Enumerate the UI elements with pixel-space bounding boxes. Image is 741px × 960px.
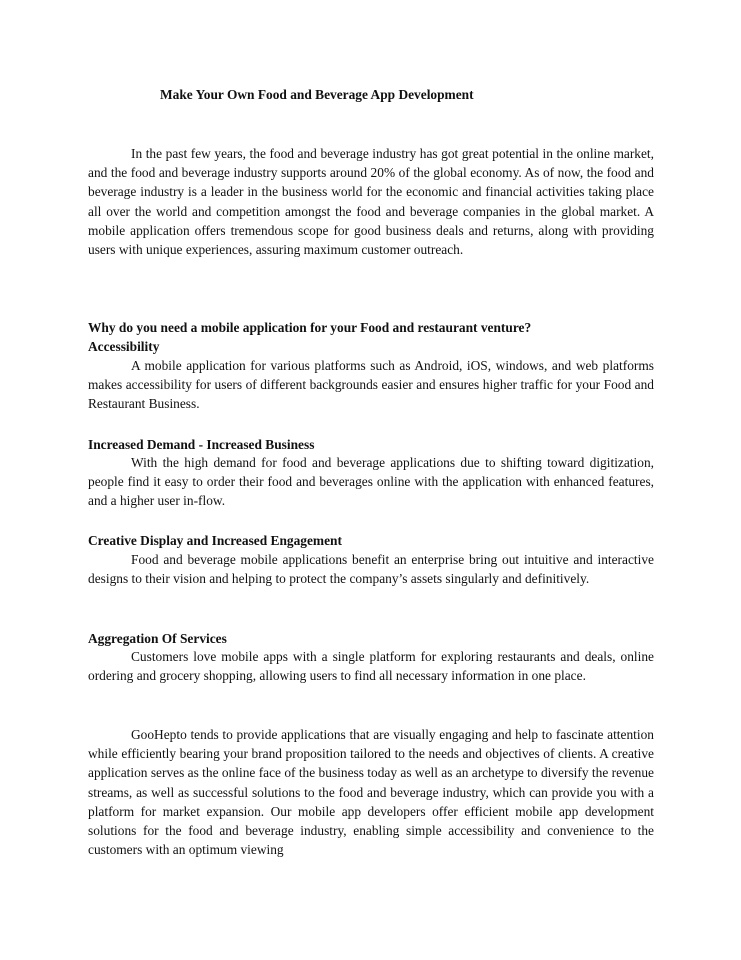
section-heading-aggregation: Aggregation Of Services — [88, 631, 227, 646]
intro-paragraph: In the past few years, the food and beverage industry has got great potential in the online market, and the food and beverage industry supports around 20% of the global economy. As of now, the food and beverage industry is a leader in the business world for the economic and financial activities taking place all over the world and competition amongst the food and beverage companies in the global market. A mobile application offers tremendous scope for good business deals and returns, along with providing users with unique experiences, assuring maximum customer outreach. — [88, 146, 654, 258]
section-heading-increased-demand: Increased Demand - Increased Business — [88, 437, 315, 452]
section-heading-creative-display: Creative Display and Increased Engagement — [88, 533, 342, 548]
section-text-aggregation: Customers love mobile apps with a single platform for exploring restaurants and deals, online ordering and grocery shopping, allowing users to find all necessary information in one place. — [88, 649, 654, 684]
section-heading-accessibility: Accessibility — [88, 339, 160, 354]
why-heading: Why do you need a mobile application for your Food and restaurant venture? — [88, 320, 532, 335]
closing-paragraph: GooHepto tends to provide applications that are visually engaging and help to fascinate attention while efficiently bearing your brand proposition tailored to the needs and objectives of clients. A creative application serves as the online face of the business today as well as an archetype to diversify the revenue streams, as well as successful solutions to the food and beverage industry, which can provide you with a platform for market expansion. Our mobile app developers offer efficient mobile app development solutions for the food and beverage industry, enabling simple accessibility and convenience to the customers with an optimum viewing — [88, 727, 654, 858]
section-text-increased-demand: With the high demand for food and beverage applications due to shifting toward digitization, people find it easy to order their food and beverages online with the application with enhanced features, and a higher user in-flow. — [88, 455, 654, 509]
section-text-creative-display: Food and beverage mobile applications benefit an enterprise bring out intuitive and interactive designs to their vision and helping to protect the company’s assets singularly and definitively. — [88, 552, 654, 587]
section-text-accessibility: A mobile application for various platforms such as Android, iOS, windows, and web platforms makes accessibility for users of different backgrounds easier and ensures higher traffic for your Food and Restaurant Business. — [88, 358, 654, 412]
document-title: Make Your Own Food and Beverage App Development — [160, 87, 474, 102]
